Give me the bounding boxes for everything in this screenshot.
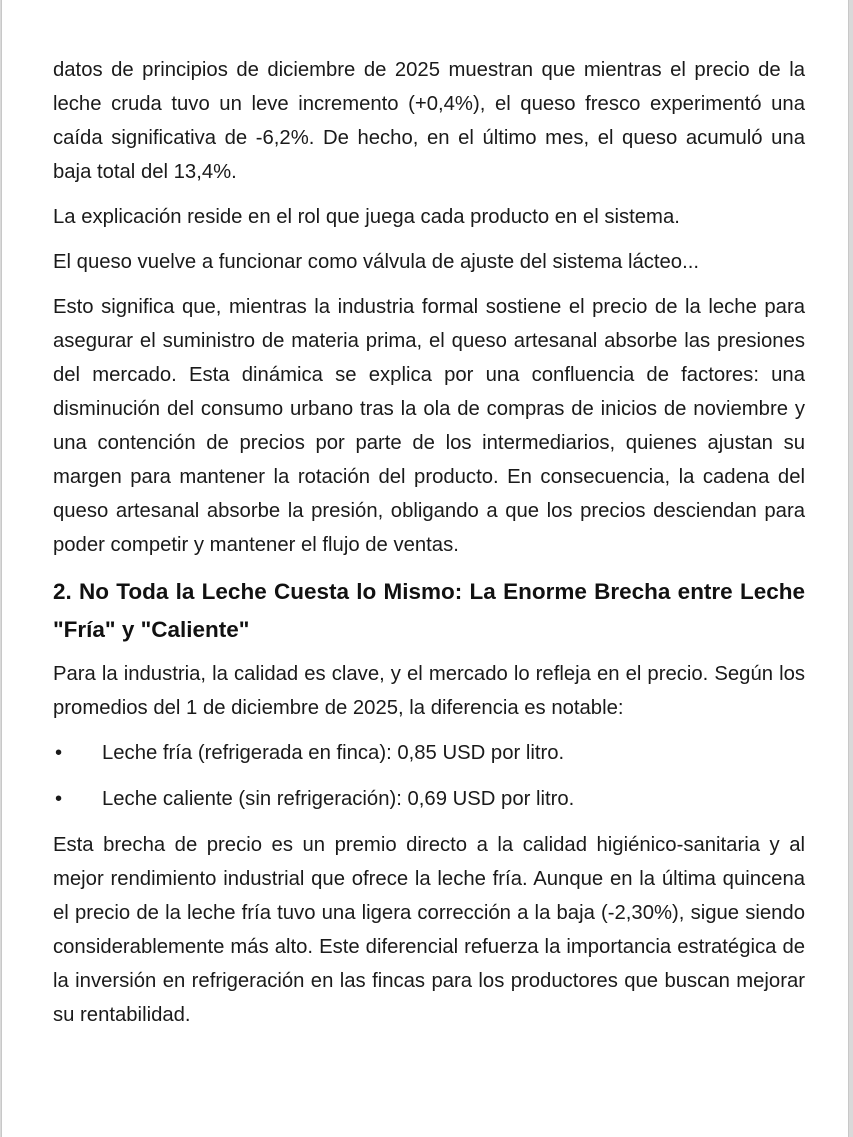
bullet-icon: •	[55, 788, 63, 810]
price-list	[53, 736, 805, 816]
bullet-icon: •	[55, 742, 63, 764]
document-page	[1, 0, 849, 1137]
paragraph-closing: Esta brecha de precio es un premio directo a la calidad higiénico-sanitaria y al mejor rendimiento industrial que ofrece la leche fría. Aunque en la última quincena el precio de la leche fría tuvo una ligera corrección a la baja (-2,30%), sigue siendo considerablemente más alto. Este diferencial refuerza la importancia estratégica de la inversión en refrigeración en las fincas para los productores que buscan mejorar su rentabilidad.	[53, 834, 805, 1026]
list-item	[53, 782, 805, 816]
paragraph-price-data: datos de principios de diciembre de 2025 muestran que mientras el precio de la leche cruda tuvo un leve incremento (+0,4%), el queso fresco experimentó una caída significativa de -6,2%. De hecho, en el último mes, el queso acumuló una baja total del 13,4%.	[53, 59, 805, 183]
document-body	[53, 53, 805, 1043]
paragraph-explanation: La explicación reside en el rol que juega cada producto en el sistema.	[53, 206, 680, 228]
paragraph-intro: Para la industria, la calidad es clave, y el mercado lo refleja en el precio. Según los promedios del 1 de diciembre de 2025, la diferencia es notable:	[53, 663, 805, 719]
list-item-text: Leche caliente (sin refrigeración): 0,69 USD por litro.	[102, 788, 575, 810]
paragraph-market-dynamics: Esto significa que, mientras la industria formal sostiene el precio de la leche para asegurar el suministro de materia prima, el queso artesanal absorbe las presiones del mercado. Esta dinámica se explica por una confluencia de factores: una disminución del consumo urbano tras la ola de compras de inicios de noviembre y una contención de precios por parte de los intermediarios, quienes ajustan su margen para mantener la rotación del producto. En consecuencia, la cadena del queso artesanal absorbe la presión, obligando a que los precios desciendan para poder competir y mantener el flujo de ventas.	[53, 296, 805, 556]
list-item-text: Leche fría (refrigerada en finca): 0,85 USD por litro.	[102, 742, 565, 764]
list-item	[53, 736, 805, 770]
paragraph-cheese-valve: El queso vuelve a funcionar como válvula de ajuste del sistema lácteo...	[53, 251, 699, 273]
section-heading: 2. No Toda la Leche Cuesta lo Mismo: La Enorme Brecha entre Leche "Fría" y "Caliente"	[53, 579, 805, 642]
